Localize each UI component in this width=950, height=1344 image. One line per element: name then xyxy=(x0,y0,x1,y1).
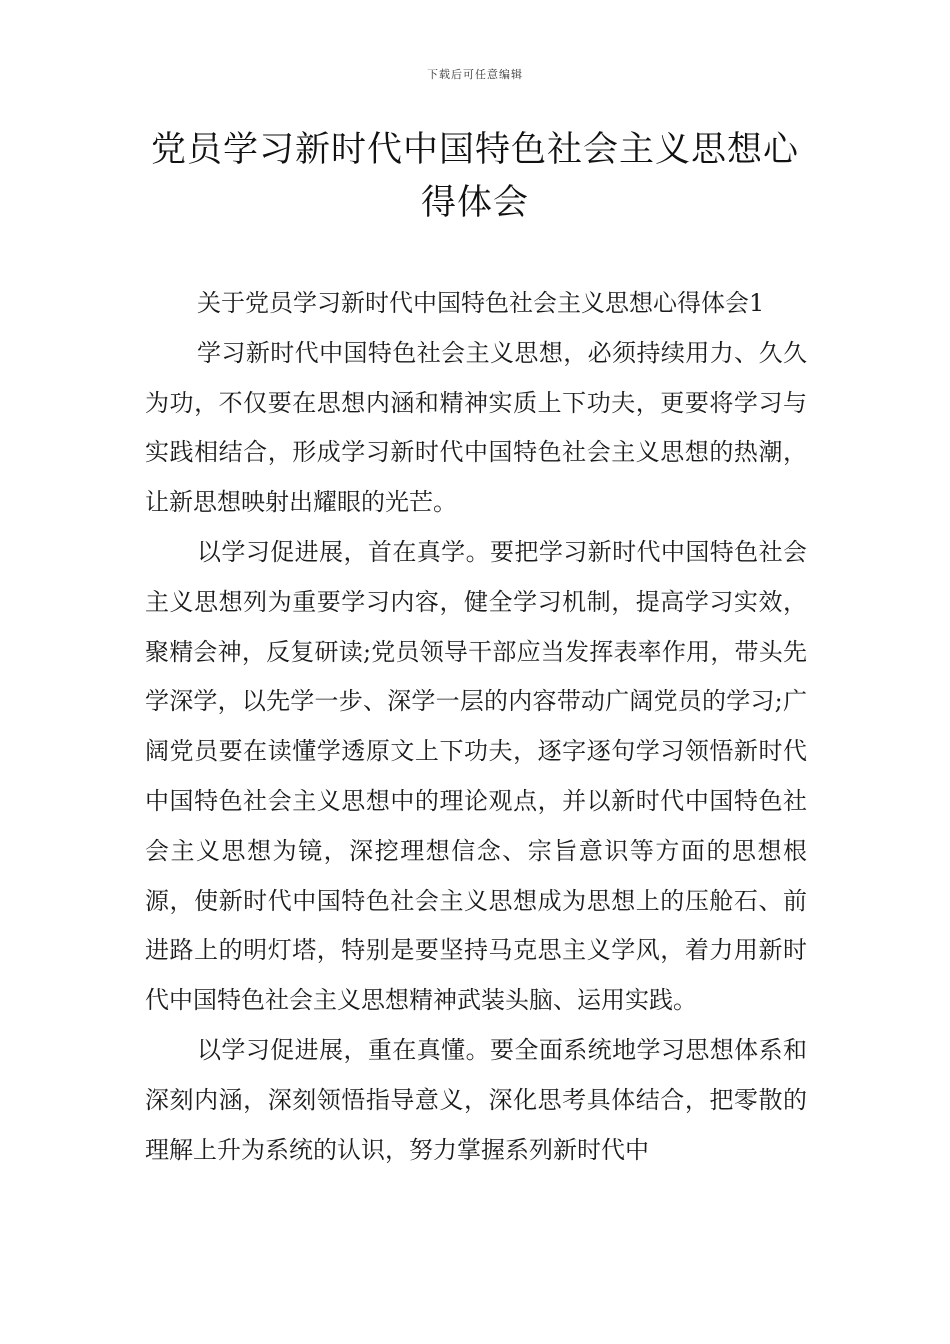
paragraph: 学习新时代中国特色社会主义思想，必须持续用力、久久为功，不仅要在思想内涵和精神实质上下功夫，更要将学习与实践相结合，形成学习新时代中国特色社会主义思想的热潮，让新思想映射出耀眼的光芒。 xyxy=(145,338,807,517)
paragraph: 以学习促进展，重在真懂。要全面系统地学习思想体系和深刻内涵，深刻领悟指导意义，深化思考具体结合，把零散的理解上升为系统的认识，努力掌握系列新时代中 xyxy=(145,1035,807,1164)
document-body xyxy=(145,279,807,1175)
title-line-1: 党员学习新时代中国特色社会主义思想心 xyxy=(150,130,799,170)
document-title xyxy=(145,124,805,230)
title-line-2: 得体会 xyxy=(420,183,529,223)
paragraph: 以学习促进展，首在真学。要把学习新时代中国特色社会主义思想列为重要学习内容，健全学习机制，提高学习实效，聚精会神，反复研读;党员领导干部应当发挥表率作用，带头先学深学，以先学一步、深学一层的内容带动广阔党员的学习;广阔党员要在读懂学透原文上下功夫，逐字逐句学习领悟新时代中国特色社会主义思想中的理论观点，并以新时代中国特色社会主义思想为镜，深挖理想信念、宗旨意识等方面的思想根源，使新时代中国特色社会主义思想成为思想上的压舱石、前进路上的明灯塔，特别是要坚持马克思主义学风，着力用新时代中国特色社会主义思想精神武装头脑、运用实践。 xyxy=(145,537,807,1015)
header-note: 下载后可任意编辑 xyxy=(427,68,523,81)
paragraph-subheading: 关于党员学习新时代中国特色社会主义思想心得体会1 xyxy=(197,289,765,317)
